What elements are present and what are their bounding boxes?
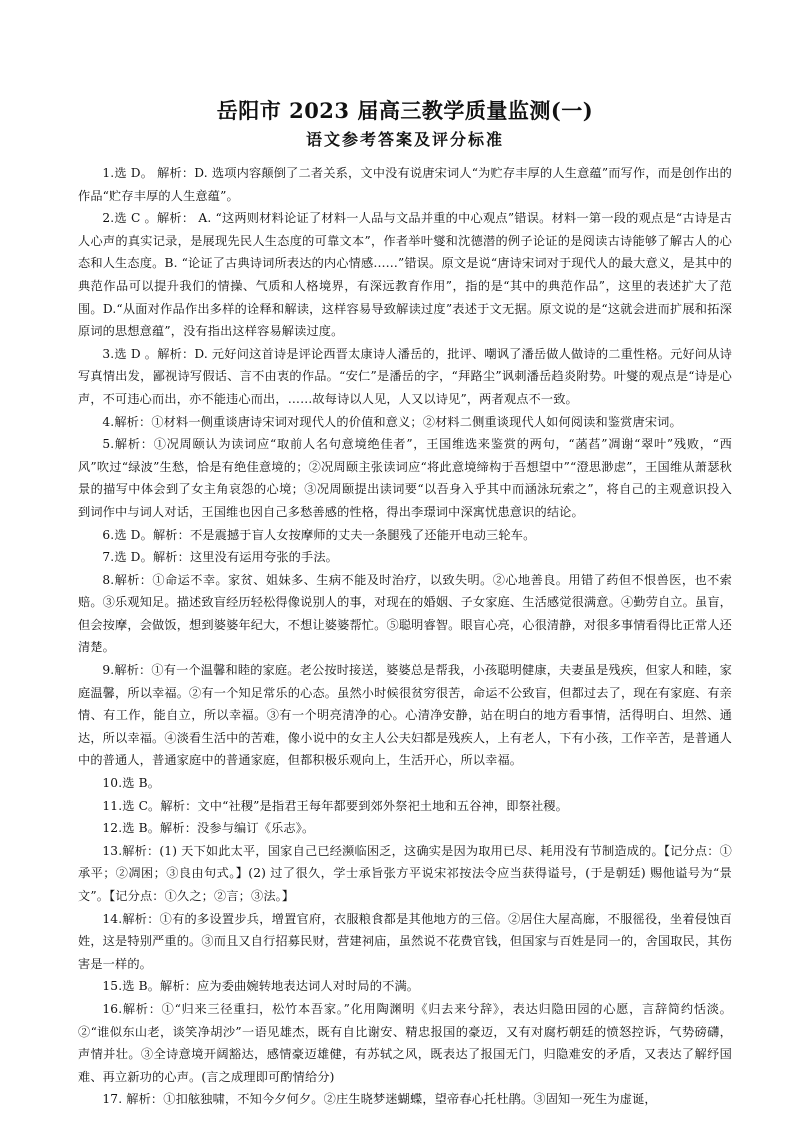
answer-item: 12.选 B。解析：没参与编订《乐志》。: [102, 821, 315, 836]
answer-item: 13.解析：(1) 天下如此太平，国家自己已经濒临困乏，这确实是因为取用已尽、耗用没有节制造成的。【记分点：①承平；②凋困；③良由句式。】(2) 过了很久，学士承旨张方平说宋祁按法令应当获得谥号，(于是朝廷) 赐他谥号为“景文”。【记分点：①久之；②言；③法。】: [78, 843, 732, 903]
answer-item: 17. 解析：①扣舷独啸，不知今夕何夕。②庄生晓梦迷蝴蝶，望帝春心托杜鹃。③固知一死生为虚诞，: [102, 1092, 657, 1107]
answer-list: [78, 162, 732, 1111]
document-subtitle: 语文参考答案及评分标准: [305, 130, 504, 149]
answer-item: 14.解析：①有的多设置步兵，增置官府，衣服粮食都是其他地方的三倍。②居住大屋高廊，不服徭役，坐着侵蚀百姓，这是特别严重的。③而且又自行招募民财，营建祠庙，虽然说不花费官钱，但国家与百姓是同一的，舍国取民，其伤害是一样的。: [78, 911, 732, 971]
answer-item: 15.选 B。解析：应为委曲婉转地表达词人对时局的不满。: [102, 979, 420, 994]
answer-item: 16.解析：①“归来三径重扫，松竹本吾家。”化用陶渊明《归去来兮辞》，表达归隐田园的心愿，言辞简约恬淡。②“谁似东山老，谈笑净胡沙”一语见雄杰，既有自比谢安、精忠报国的豪迈，又有对腐朽朝廷的愤怒控诉，气势磅礴，声情并壮。③全诗意境开阔豁达，感情豪迈雄健，有苏轼之风，既表达了报国无门，归隐难安的矛盾，又表达了解纾国难、再立新功的心声。(言之成理即可酌情给分): [78, 1001, 732, 1084]
answer-item: 3.选 D 。解析：D. 元好问这首诗是评论西晋太康诗人潘岳的，批评、嘲讽了潘岳做人做诗的二重性格。元好问从诗写真情出发，鄙视诗写假话、言不由衷的作品。“安仁”是潘岳的字，“拜路尘”讽刺潘岳趋炎附势。叶燮的观点是“诗是心声，不可违心而出，亦不能违心而出，……故每诗以人见，人又以诗见”，两者观点不一致。: [78, 346, 732, 406]
answer-item: 10.选 B。: [102, 776, 161, 791]
answer-item: 2.选 C 。解析： A. “这两则材料论证了材料一人品与文品并重的中心观点”错误。材料一第一段的观点是“古诗是古人心声的真实记录，是展现先民人生态度的可靠文本”，作者举叶燮和沈德潜的例子论证的是阅读古诗能够了解古人的心态和人生态度。B. “论证了古典诗词所表达的内心情感……”错误。原文是说“唐诗宋词对于现代人的最大意义，是其中的典范作品可以提升我们的情操、气质和人格境界，有深远教育作用”，指的是“其中的典范作品”，这里的表述扩大了范围。D.“从面对作品作出多样的诠释和解读，这样容易导致解读过度”表述于文无据。原文说的是“这就会进而扩展和拓深原词的思想意蕴”，没有指出这样容易解读过度。: [78, 211, 732, 339]
answer-item: 5.解析：①况周颐认为读词应“取前人名句意境绝佳者”，王国维选来鉴赏的两句，“菡萏”凋谢“翠叶”残败，“西风”吹过“绿波”生愁，恰是有绝佳意境的；②况周颐主张读词应“将此意境缔构于吾想望中”“澄思渺虑”，王国维从萧瑟秋景的描写中体会到了女主角哀怨的心境；③况周颐提出读词要“以吾身入乎其中而涵泳玩索之”，将自己的主观意识投入到词作中与词人对话，王国维也因自己多愁善感的性格，得出李璟词中深寓忧患意识的结论。: [78, 437, 732, 519]
answer-item: 4.解析：①材料一侧重谈唐诗宋词对现代人的价值和意义；②材料二侧重谈现代人如何阅读和鉴赏唐宋词。: [102, 414, 682, 429]
answer-item: 9.解析：①有一个温馨和睦的家庭。老公按时接送，婆婆总是帮我，小孩聪明健康，夫妻虽是残疾，但家人和睦，家庭温馨，所以幸福。②有一个知足常乐的心态。虽然小时候很贫穷很苦，命运不公致盲，但都过去了，现在有家庭、有亲情、有工作，能自立，所以幸福。③有一个明亮清净的心。心清净安静，站在明白的地方看事情，活得明白、坦然、通达，所以幸福。④淡看生活中的苦难，像小说中的女主人公夫妇都是残疾人，上有老人，下有小孩，工作辛苦，是普通人中的普通人，普通家庭中的普通家庭，但都积极乐观向上，生活开心，所以幸福。: [78, 663, 732, 768]
answer-item: 1.选 D。 解析：D. 选项内容颠倒了二者关系，文中没有说唐宋词人“为贮存丰厚的人生意蕴”而写作，而是创作出的作品“贮存丰厚的人生意蕴”。: [78, 166, 732, 203]
answer-item: 11.选 C。解析：文中“社稷”是指君王每年都要到郊外祭祀土地和五谷神，即祭社稷。: [102, 798, 568, 813]
answer-item: 8.解析：①命运不幸。家贫、姐妹多、生病不能及时治疗，以致失明。②心地善良。用错了药但不恨兽医，也不索赔。③乐观知足。描述致盲经历轻松得像说别人的事，对现在的婚姻、子女家庭、生活感觉很满意。④勤劳自立。虽盲，但会按摩，会做饭，想到婆婆年纪大，不想让婆婆帮忙。⑤聪明睿智。眼盲心亮，心很清静，对很多事情看得比正常人还清楚。: [78, 572, 732, 655]
answer-item: 6.选 D。解析：不是震撼于盲人女按摩师的丈夫一条腿残了还能开电动三轮车。: [102, 527, 536, 542]
document-title: 岳阳市 2023 届高三教学质量监测(一): [216, 98, 594, 123]
answer-item: 7.选 D。解析：这里没有运用夸张的手法。: [102, 550, 339, 565]
